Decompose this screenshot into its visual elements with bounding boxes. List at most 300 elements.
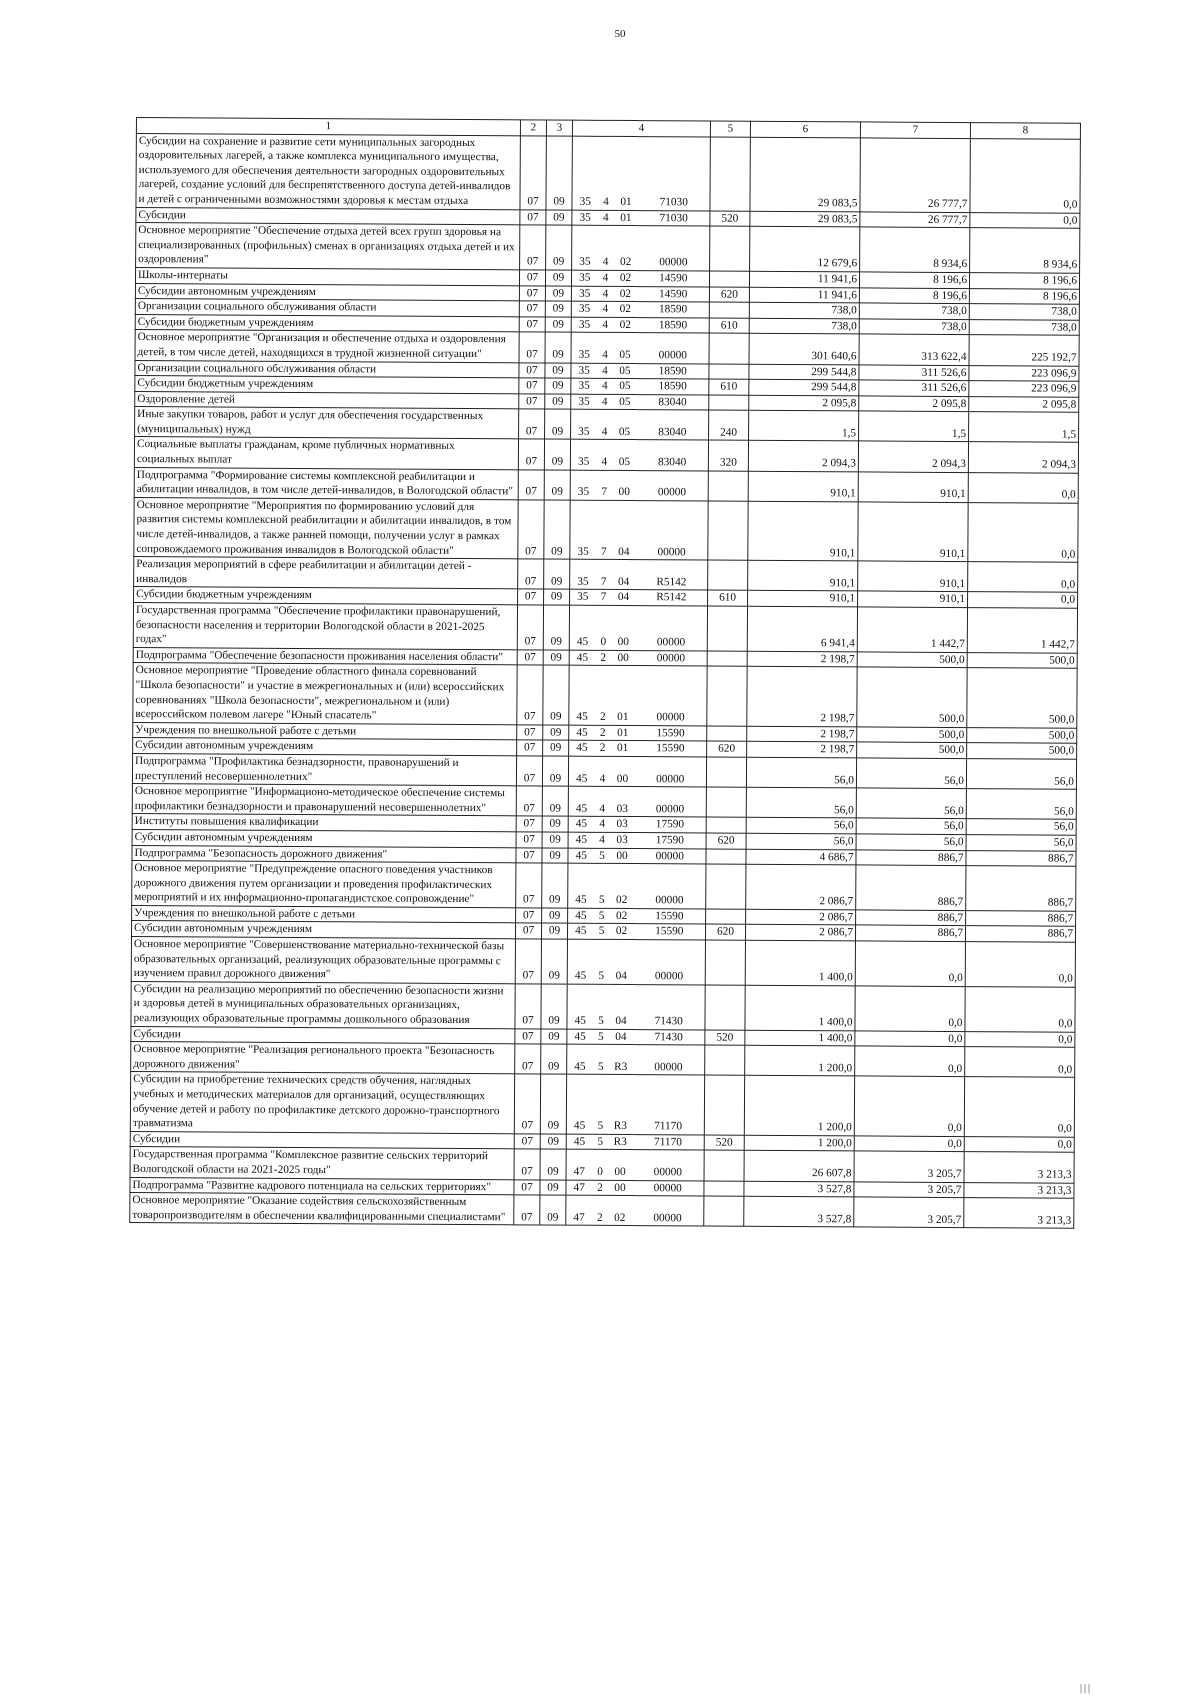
target-article-direction-cell: 15590 (634, 908, 706, 924)
amount-year-1-cell: 910,1 (748, 591, 858, 607)
row-name-cell: Основное мероприятие "Проведение областного финала соревнований "Школа безопасности" и участие в межрегиональных и (или) всероссийских соревнованиях "Школа безопасности", межрегиональном и (или) всероссийском полевом лагере "Юный спасатель" (133, 663, 517, 725)
target-article-direction-cell: 00000 (634, 787, 706, 818)
target-article-direction-cell: 71030 (638, 136, 710, 210)
target-article-event-cell: 02 (613, 317, 637, 333)
target-article-direction-cell: 00000 (635, 650, 707, 666)
target-article-direction-cell: 00000 (633, 940, 705, 985)
subsection-code-cell: 09 (540, 1195, 566, 1225)
expense-type-cell (708, 501, 748, 561)
expense-type-cell (706, 864, 746, 909)
target-article-subprogram-cell: 5 (594, 908, 610, 924)
target-article-program-cell: 45 (568, 848, 594, 864)
expense-type-cell (706, 787, 746, 817)
amount-year-3-cell: 0,0 (964, 1136, 1074, 1152)
expense-type-cell (705, 940, 745, 985)
expense-type-cell: 620 (705, 924, 745, 940)
amount-year-1-cell: 56,0 (746, 787, 856, 818)
subsection-code-cell: 09 (544, 589, 570, 605)
expense-type-cell (704, 1150, 744, 1180)
section-code-cell: 07 (514, 1074, 540, 1134)
target-article-event-cell: 00 (612, 470, 636, 500)
expense-type-cell (704, 1075, 744, 1135)
row-name-cell: Учреждения по внешкольной работе с детьми (132, 905, 516, 923)
target-article-direction-cell: 15590 (635, 725, 707, 741)
expense-type-cell (710, 137, 750, 211)
amount-year-2-cell: 56,0 (856, 788, 966, 819)
row-name-cell: Государственная программа "Комплексное развитие сельских территорий Вологодской области на 2021-2025 годы" (130, 1147, 514, 1180)
amount-year-2-cell: 0,0 (854, 1076, 964, 1136)
amount-year-2-cell: 3 205,7 (854, 1197, 964, 1228)
section-code-cell: 07 (518, 439, 544, 469)
target-article-subprogram-cell: 2 (595, 650, 611, 666)
section-code-cell: 07 (520, 135, 546, 209)
amount-year-1-cell: 738,0 (749, 302, 859, 318)
subsection-code-cell: 09 (542, 832, 568, 848)
section-code-cell: 07 (520, 225, 546, 270)
subsection-code-cell: 09 (546, 210, 572, 226)
target-article-direction-cell: 00000 (634, 864, 706, 909)
subsection-code-cell: 09 (545, 363, 571, 379)
row-name-cell: Основное мероприятие "Предупреждение опасного поведения участников дорожного движения путем организации и проведения профилактических мероприятий и их информационно-пропагандистское сопровождение" (132, 861, 516, 908)
target-article-event-cell: 04 (609, 939, 633, 984)
section-code-cell: 07 (519, 362, 545, 378)
section-code-cell: 07 (517, 725, 543, 741)
target-article-direction-cell: 00000 (632, 1150, 704, 1181)
amount-year-3-cell: 500,0 (967, 743, 1077, 759)
subsection-code-cell: 09 (541, 923, 567, 939)
header-col-6: 6 (750, 121, 860, 137)
target-article-event-cell: 02 (613, 286, 637, 302)
header-col-3: 3 (546, 120, 572, 136)
section-code-cell: 07 (519, 409, 545, 439)
section-code-cell: 07 (519, 317, 545, 333)
header-col-8: 8 (970, 123, 1080, 139)
amount-year-1-cell: 2 198,7 (747, 667, 857, 727)
target-article-direction-cell: 00000 (632, 1196, 704, 1227)
section-code-cell: 07 (519, 270, 545, 286)
row-name-cell: Субсидии автономным учреждениям (132, 829, 516, 847)
expense-type-cell (706, 909, 746, 925)
table-row (133, 663, 1077, 728)
subsection-code-cell: 09 (543, 740, 569, 756)
amount-year-3-cell: 223 096,9 (969, 365, 1079, 381)
amount-year-2-cell: 56,0 (856, 818, 966, 834)
expense-type-cell (706, 848, 746, 864)
table-body (130, 118, 1081, 1229)
target-article-direction-cell: 71170 (632, 1134, 704, 1150)
amount-year-1-cell: 2 094,3 (748, 441, 858, 472)
expense-type-cell (704, 1181, 744, 1197)
target-article-program-cell: 35 (571, 363, 597, 379)
target-article-direction-cell: 00000 (634, 756, 706, 787)
target-article-program-cell: 35 (571, 332, 597, 362)
amount-year-1-cell: 1 200,0 (744, 1076, 854, 1136)
target-article-program-cell: 45 (566, 1075, 592, 1135)
subsection-code-cell: 09 (544, 500, 570, 560)
expense-type-cell (709, 333, 749, 363)
amount-year-2-cell: 2 095,8 (859, 396, 969, 412)
target-article-program-cell: 35 (571, 378, 597, 394)
expense-type-cell: 320 (708, 440, 748, 470)
target-article-event-cell: 02 (614, 226, 638, 271)
expense-type-cell (706, 817, 746, 833)
target-article-event-cell: 04 (609, 1029, 633, 1045)
amount-year-2-cell: 886,7 (856, 865, 966, 910)
scan-corner-marks: ||| (1080, 1683, 1093, 1694)
target-article-event-cell: 01 (611, 741, 635, 757)
table-row (132, 861, 1076, 912)
amount-year-1-cell: 3 527,8 (744, 1196, 854, 1227)
row-name-cell: Субсидии автономным учреждениям (133, 738, 517, 756)
target-article-direction-cell: 18590 (637, 363, 709, 379)
expense-type-cell: 520 (704, 1135, 744, 1151)
row-name-cell: Иные закупки товаров, работ и услуг для обеспечения государственных (муниципальных) нужд (135, 407, 519, 440)
subsection-code-cell: 09 (541, 984, 567, 1029)
amount-year-3-cell: 56,0 (966, 789, 1076, 820)
target-article-event-cell: 02 (613, 302, 637, 318)
target-article-direction-cell: 15590 (635, 741, 707, 757)
amount-year-3-cell: 0,0 (970, 212, 1080, 228)
table-row (131, 937, 1075, 988)
target-article-direction-cell: 71430 (633, 1029, 705, 1045)
amount-year-1-cell: 738,0 (749, 318, 859, 334)
target-article-subprogram-cell: 4 (597, 333, 613, 363)
amount-year-3-cell: 2 095,8 (969, 396, 1079, 412)
amount-year-3-cell: 738,0 (969, 304, 1079, 320)
amount-year-2-cell: 3 205,7 (854, 1151, 964, 1182)
row-name-cell: Основное мероприятие "Мероприятия по формированию условий для развития системы комплексной реабилитации и абилитации инвалидов, в том числе детей-инвалидов, а также ранней помощи, получении услуг в рамках сопровождаемого проживания инвалидов в Вологодской области" (134, 497, 518, 559)
budget-table-sheet (129, 117, 1080, 1229)
amount-year-2-cell: 910,1 (858, 561, 968, 592)
row-name-cell: Основное мероприятие "Информационо-методическое обеспечение системы профилактики безнадзорности и правонарушений несовершеннолетних" (132, 784, 516, 817)
amount-year-1-cell: 1 400,0 (745, 1030, 855, 1046)
target-article-subprogram-cell: 7 (596, 500, 612, 559)
target-article-direction-cell: 83040 (637, 394, 709, 410)
target-article-program-cell: 45 (569, 650, 595, 666)
amount-year-1-cell: 56,0 (746, 757, 856, 788)
row-name-cell: Организации социального обслуживания области (135, 299, 519, 317)
target-article-subprogram-cell: 2 (595, 725, 611, 741)
row-name-cell: Школы-интернаты (135, 267, 519, 285)
amount-year-1-cell: 1 200,0 (745, 1045, 855, 1076)
target-article-event-cell: R3 (608, 1075, 632, 1135)
section-code-cell: 07 (516, 847, 542, 863)
amount-year-3-cell: 0,0 (970, 138, 1080, 213)
amount-year-2-cell: 56,0 (856, 758, 966, 789)
target-article-program-cell: 35 (572, 225, 598, 270)
row-name-cell: Организации социального обслуживания области (135, 360, 519, 378)
amount-year-1-cell: 29 083,5 (750, 211, 860, 227)
amount-year-3-cell: 0,0 (968, 592, 1078, 608)
subsection-code-cell: 09 (542, 786, 568, 816)
section-code-cell: 07 (515, 1044, 541, 1074)
section-code-cell: 07 (516, 816, 542, 832)
amount-year-2-cell: 500,0 (857, 652, 967, 668)
target-article-subprogram-cell: 2 (595, 741, 611, 757)
amount-year-2-cell: 0,0 (855, 1046, 965, 1077)
row-name-cell: Социальные выплаты гражданам, кроме публичных нормативных социальных выплат (134, 437, 518, 470)
target-article-direction-cell: R5142 (636, 590, 708, 606)
target-article-program-cell: 35 (571, 394, 597, 410)
target-article-event-cell: 00 (610, 756, 634, 786)
amount-year-2-cell: 311 526,6 (859, 364, 969, 380)
amount-year-1-cell: 2 095,8 (749, 395, 859, 411)
target-article-subprogram-cell: 4 (597, 410, 613, 440)
subsection-code-cell: 09 (543, 605, 569, 650)
target-article-direction-cell: R5142 (636, 560, 708, 591)
target-article-subprogram-cell: 0 (595, 605, 611, 650)
amount-year-2-cell: 0,0 (854, 1136, 964, 1152)
subsection-code-cell: 09 (540, 1149, 566, 1179)
amount-year-1-cell: 1 400,0 (745, 940, 855, 985)
amount-year-1-cell: 3 527,8 (744, 1181, 854, 1197)
target-article-direction-cell: 00000 (633, 1045, 705, 1076)
amount-year-3-cell: 500,0 (967, 727, 1077, 743)
target-article-direction-cell: 00000 (632, 1180, 704, 1196)
target-article-direction-cell: 00000 (634, 848, 706, 864)
amount-year-3-cell: 2 094,3 (968, 442, 1078, 473)
row-name-cell: Подпрограмма "Безопасность дорожного движения" (132, 845, 516, 863)
amount-year-3-cell: 0,0 (965, 986, 1075, 1031)
section-code-cell: 07 (518, 589, 544, 605)
target-article-subprogram-cell: 5 (594, 848, 610, 864)
table-row (134, 497, 1078, 562)
subsection-code-cell: 09 (546, 225, 572, 270)
subsection-code-cell: 09 (544, 439, 570, 469)
section-code-cell: 07 (515, 923, 541, 939)
amount-year-1-cell: 910,1 (748, 471, 858, 502)
amount-year-1-cell: 4 686,7 (746, 849, 856, 865)
table-row (136, 223, 1080, 274)
amount-year-2-cell: 3 205,7 (854, 1181, 964, 1197)
target-article-subprogram-cell: 5 (593, 984, 609, 1029)
header-col-2: 2 (520, 120, 546, 136)
target-article-direction-cell: 00000 (635, 606, 707, 651)
header-col-1: 1 (136, 118, 520, 136)
target-article-subprogram-cell: 4 (598, 210, 614, 226)
section-code-cell: 07 (519, 378, 545, 394)
target-article-event-cell: 05 (612, 440, 636, 470)
target-article-subprogram-cell: 4 (597, 394, 613, 410)
row-name-cell: Субсидии автономным учреждениям (135, 283, 519, 301)
section-code-cell: 07 (517, 650, 543, 666)
table-row (136, 133, 1080, 213)
target-article-subprogram-cell: 2 (592, 1195, 608, 1225)
target-article-program-cell: 45 (568, 863, 594, 908)
subsection-code-cell: 09 (541, 1044, 567, 1074)
target-article-subprogram-cell: 5 (594, 863, 610, 908)
section-code-cell: 07 (519, 394, 545, 410)
expense-type-cell: 620 (707, 741, 747, 757)
section-code-cell: 07 (519, 301, 545, 317)
expense-type-cell (704, 1196, 744, 1226)
target-article-program-cell: 45 (568, 832, 594, 848)
amount-year-3-cell: 886,7 (966, 866, 1076, 911)
row-name-cell: Подпрограмма "Формирование системы комплексной реабилитации и абилитации инвалидов, в том числе детей-инвалидов, в Вологодской области" (134, 467, 518, 500)
subsection-code-cell: 09 (540, 1180, 566, 1196)
amount-year-3-cell: 500,0 (967, 668, 1077, 728)
target-article-event-cell: 00 (611, 605, 635, 650)
amount-year-3-cell: 886,7 (965, 926, 1075, 942)
section-code-cell: 07 (514, 1195, 540, 1225)
target-article-program-cell: 45 (567, 924, 593, 940)
target-article-program-cell: 45 (566, 1134, 592, 1150)
amount-year-2-cell: 910,1 (858, 591, 968, 607)
amount-year-2-cell: 886,7 (856, 910, 966, 926)
expense-type-cell (706, 757, 746, 787)
target-article-event-cell: 01 (614, 210, 638, 226)
amount-year-1-cell: 2 086,7 (746, 864, 856, 909)
target-article-program-cell: 47 (566, 1195, 592, 1225)
amount-year-3-cell: 0,0 (968, 472, 1078, 503)
expense-type-cell (708, 560, 748, 590)
target-article-subprogram-cell: 4 (598, 136, 614, 210)
row-name-cell: Реализация мероприятий в сфере реабилитации и абилитации детей - инвалидов (134, 557, 518, 590)
table-row (135, 330, 1079, 366)
amount-year-3-cell: 886,7 (966, 850, 1076, 866)
target-article-direction-cell: 00000 (636, 470, 708, 501)
target-article-subprogram-cell: 4 (594, 832, 610, 848)
amount-year-2-cell: 500,0 (857, 742, 967, 758)
target-article-direction-cell: 14590 (637, 271, 709, 287)
target-article-program-cell: 35 (572, 210, 598, 226)
amount-year-1-cell: 29 083,5 (750, 137, 860, 212)
section-code-cell: 07 (518, 559, 544, 589)
section-code-cell: 07 (516, 863, 542, 908)
target-article-direction-cell: 71170 (632, 1075, 704, 1135)
row-name-cell: Основное мероприятие "Обеспечение отдыха детей всех групп здоровья на специализированных (профильных) сменах в организациях отдыха детей и их оздоровления" (136, 223, 520, 270)
amount-year-3-cell: 500,0 (967, 652, 1077, 668)
subsection-code-cell: 09 (545, 317, 571, 333)
expense-type-cell (705, 1045, 745, 1075)
subsection-code-cell: 09 (542, 863, 568, 908)
target-article-subprogram-cell: 2 (595, 666, 611, 725)
amount-year-2-cell: 500,0 (857, 727, 967, 743)
target-article-subprogram-cell: 0 (592, 1150, 608, 1180)
target-article-program-cell: 45 (568, 908, 594, 924)
subsection-code-cell: 09 (545, 301, 571, 317)
section-code-cell: 07 (516, 756, 542, 786)
target-article-subprogram-cell: 4 (597, 270, 613, 286)
subsection-code-cell: 09 (545, 394, 571, 410)
amount-year-1-cell: 2 086,7 (745, 925, 855, 941)
target-article-subprogram-cell: 7 (596, 560, 612, 590)
target-article-direction-cell: 15590 (633, 924, 705, 940)
amount-year-3-cell: 0,0 (964, 1077, 1074, 1137)
expense-type-cell: 520 (705, 1030, 745, 1046)
section-code-cell: 07 (514, 1149, 540, 1179)
target-article-program-cell: 47 (566, 1150, 592, 1180)
page-number: 50 (614, 28, 626, 40)
target-article-program-cell: 35 (571, 270, 597, 286)
section-code-cell: 07 (518, 500, 544, 560)
subsection-code-cell: 09 (546, 136, 572, 210)
header-col-7: 7 (860, 122, 970, 138)
header-col-5: 5 (710, 121, 750, 137)
amount-year-2-cell: 26 777,7 (860, 138, 970, 213)
subsection-code-cell: 09 (541, 939, 567, 984)
section-code-cell: 07 (514, 1179, 540, 1195)
row-name-cell: Подпрограмма "Обеспечение безопасности проживания населения области" (133, 647, 517, 665)
target-article-subprogram-cell: 4 (594, 756, 610, 786)
amount-year-3-cell: 738,0 (969, 319, 1079, 335)
target-article-program-cell: 45 (569, 725, 595, 741)
target-article-event-cell: 05 (613, 410, 637, 440)
section-code-cell: 07 (515, 984, 541, 1029)
target-article-program-cell: 35 (572, 136, 598, 210)
subsection-code-cell: 09 (540, 1074, 566, 1134)
budget-table (129, 117, 1081, 1229)
row-name-cell: Оздоровление детей (135, 391, 519, 409)
amount-year-3-cell: 0,0 (968, 502, 1078, 562)
section-code-cell: 07 (519, 285, 545, 301)
amount-year-1-cell: 26 607,8 (744, 1151, 854, 1182)
amount-year-3-cell: 3 213,3 (964, 1182, 1074, 1198)
amount-year-1-cell: 11 941,6 (749, 287, 859, 303)
amount-year-1-cell: 12 679,6 (750, 226, 860, 271)
expense-type-cell (707, 726, 747, 742)
section-code-cell: 07 (519, 332, 545, 362)
amount-year-3-cell: 8 934,6 (970, 228, 1080, 273)
amount-year-2-cell: 886,7 (855, 925, 965, 941)
table-row (130, 1147, 1074, 1183)
expense-type-cell: 240 (709, 410, 749, 440)
amount-year-2-cell: 311 526,6 (859, 380, 969, 396)
target-article-event-cell: 01 (614, 136, 638, 210)
subsection-code-cell: 09 (542, 816, 568, 832)
target-article-event-cell: 03 (610, 817, 634, 833)
target-article-subprogram-cell: 4 (597, 363, 613, 379)
row-name-cell: Подпрограмма "Развитие кадрового потенциала на сельских территориях" (130, 1177, 514, 1195)
target-article-subprogram-cell: 5 (593, 924, 609, 940)
expense-type-cell (708, 471, 748, 501)
subsection-code-cell: 09 (543, 665, 569, 725)
subsection-code-cell: 09 (542, 908, 568, 924)
amount-year-2-cell: 738,0 (859, 319, 969, 335)
table-row (133, 602, 1077, 653)
amount-year-2-cell: 8 196,6 (859, 272, 969, 288)
table-row (134, 467, 1078, 503)
amount-year-3-cell: 886,7 (966, 910, 1076, 926)
expense-type-cell: 610 (709, 379, 749, 395)
target-article-direction-cell: 71030 (638, 210, 710, 226)
subsection-code-cell: 09 (545, 378, 571, 394)
amount-year-3-cell: 3 213,3 (964, 1198, 1074, 1229)
target-article-subprogram-cell: 7 (596, 590, 612, 606)
amount-year-1-cell: 2 086,7 (746, 909, 856, 925)
table-row (130, 1193, 1074, 1229)
target-article-event-cell: 02 (610, 864, 634, 909)
target-article-event-cell: 00 (610, 848, 634, 864)
target-article-direction-cell: 18590 (637, 317, 709, 333)
amount-year-1-cell: 299 544,8 (749, 379, 859, 395)
section-code-cell: 07 (516, 908, 542, 924)
target-article-subprogram-cell: 5 (592, 1134, 608, 1150)
amount-year-3-cell: 225 192,7 (969, 335, 1079, 366)
target-article-event-cell: 04 (612, 500, 636, 560)
expense-type-cell (707, 606, 747, 651)
section-code-cell: 07 (516, 832, 542, 848)
amount-year-3-cell: 0,0 (965, 942, 1075, 987)
amount-year-1-cell: 301 640,6 (749, 334, 859, 365)
section-code-cell: 07 (515, 1028, 541, 1044)
target-article-program-cell: 35 (571, 301, 597, 317)
target-article-subprogram-cell: 5 (593, 1029, 609, 1045)
amount-year-2-cell: 1 442,7 (857, 607, 967, 652)
target-article-direction-cell: 17590 (634, 832, 706, 848)
row-name-cell: Государственная программа "Обеспечение профилактики правонарушений, безопасности населения и территории Вологодской области в 2021-2025 годах" (133, 602, 517, 649)
subsection-code-cell: 09 (545, 286, 571, 302)
